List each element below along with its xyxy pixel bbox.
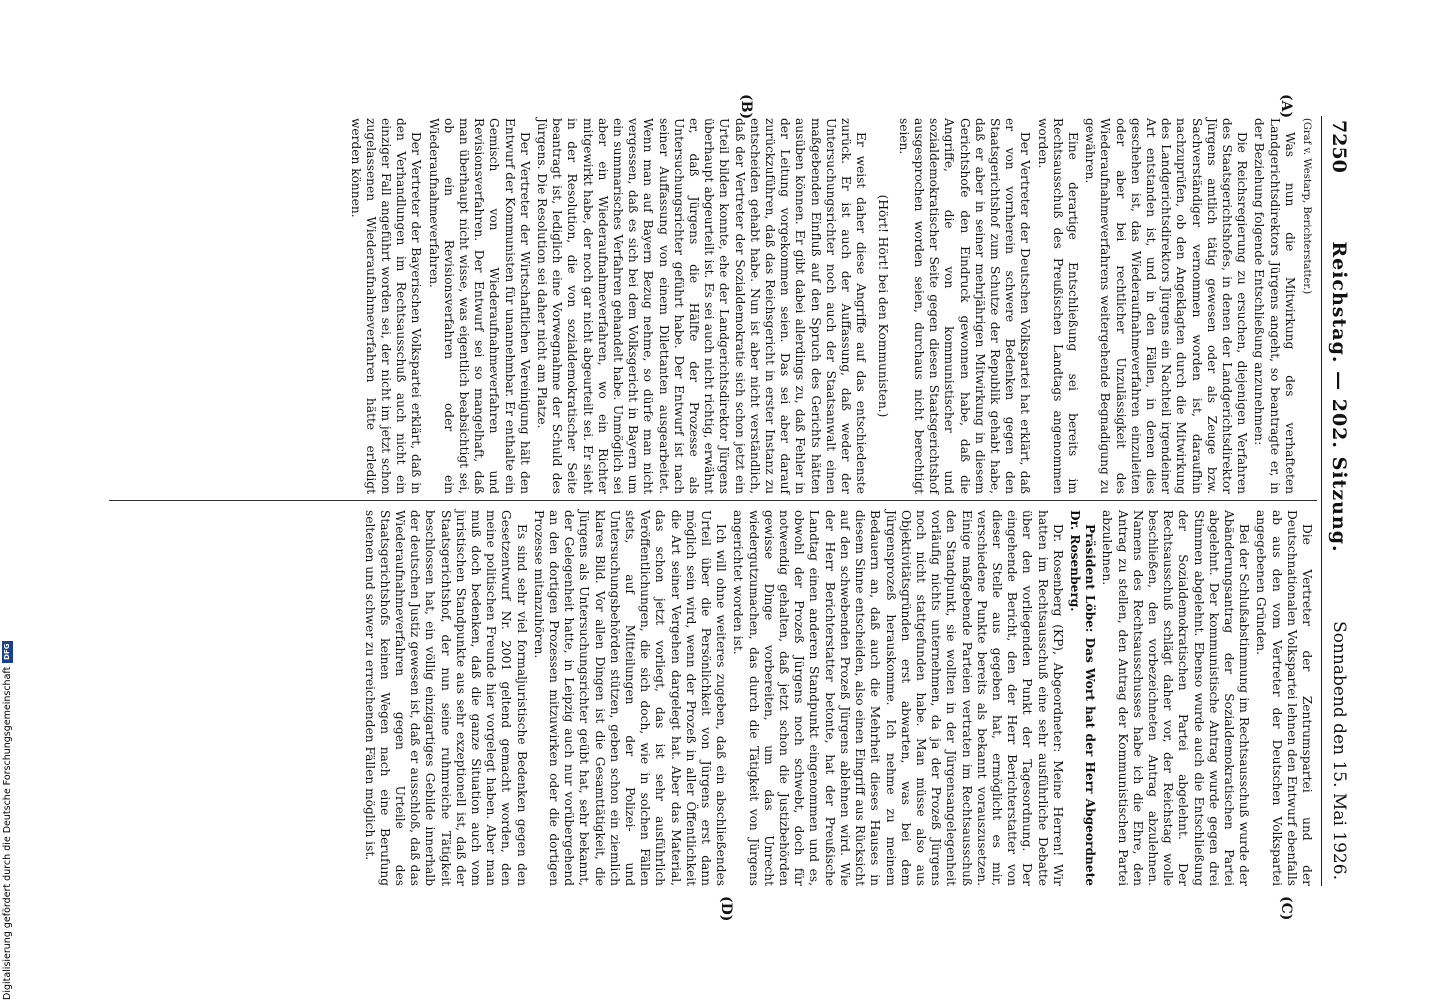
header-title: Reichstag. — 202. Sitzung. xyxy=(1328,241,1350,553)
column-divider xyxy=(109,500,1317,501)
digitization-credit xyxy=(2,0,13,1000)
paragraph: Ich will ohne weiteres zugeben, daß ein abschließendes Urteil über die Persönlichkeit von Jürgens erst dann möglich sein wird, wenn der Prozeß in aller Öffentlichkeit die Art seiner Vergehen dargelegt hat. Aber das Material, das schon jetzt vorliegt, das ist sehr ausführlich Veröffentlichungen, die sich doch, wie in solchen Fällen stets, auf Mitteilungen der Polizei- und Untersuchungsbehörden stützen, geben schon ein ziemlich klares Bild. Vor allen Dingen ist die Gesamttätigkeit, die Jürgens als Untersuchungsrichter geübt hat, sehr bekannt, der Gelegenheit hatte, in Leipzig auch nur vorübergehend an den dortigen Prozessen mitzuwirken oder die dortigen Prozesse mitanzuhören. xyxy=(531,510,729,886)
right-column xyxy=(359,510,1314,886)
paragraph: Eine derartige Entschließung sei bereits im Rechtsausschuß des Preußischen Landtags angenommen worden. xyxy=(1035,118,1080,494)
paragraph: Dr. Rosenberg (KP), Abgeordneter: Meine Herren! Wir hatten im Rechtsausschuß eine sehr ausführliche Debatte über den vorliegenden Punkt der Tagesordnung. Der eingehende Bericht, den der Herr Berichterstatter von dieser Stelle aus gegeben hat, ermöglicht es mir, verschiedene Punkte bereits als bekannt vorauszusetzen. Einige maßgebende Parteien vertraten im Rechtsausschuß den Standpunkt, sie wollten in der Jürgensangelegenheit vorläufig nichts unternehmen, da ja der Prozeß Jürgens noch nicht stattgefunden habe. Man müsse also aus Objektivitätsgründen erst abwarten, was bei dem Jürgensprozeß herauskomme. Ich nehme zu meinem Bedauern an, daß auch die Mehrheit dieses Hauses in diesem Sinne entscheiden, also einen Eingriff aus Rücksicht auf den schwebenden Prozeß Jürgens ablehnen wird. Wie der Herr Berichterstatter betonte, hat der Preußische Landtag einen anderen Standpunkt eingenommen und es, obwohl der Prozeß Jürgens noch schwebt, doch für notwendig gehalten, daß jetzt schon die Justizbehörden gewisse Dinge vorbereiten, um das Unrecht wiedergutzumachen, das durch die Tätigkeit von Jürgens angerichtet worden ist. xyxy=(731,510,1065,886)
left-column xyxy=(345,118,1314,494)
credit-text: Digitalisierung gefördert durch die Deutsche Forschungsgemeinschaft xyxy=(2,666,13,1000)
paragraph: Es sind sehr viel formaljuristische Bedenken gegen den Gesetzentwurf Nr. 2001 geltend gemacht worden, den meine politischen Freunde hier vorgelegt haben. Aber man muß doch bedenken, daß die ganze Situation auch vom juristischen Standpunkte aus sehr exzeptionell ist, daß der Staatsgerichtshof, der nun seine ruhmreiche Tätigkeit beschlossen hat, ein völlig einzigartiges Gebilde innerhalb der deutschen Justiz gewesen ist, daß er ausschloß, daß das Wiederaufnahmeverfahren gegen Urteile des Staatsgerichtshofs keinen Wegen nach eine Berufung seltenen und schwer zu erreichenden Fällen möglich ist. xyxy=(362,510,529,886)
header-date: Sonnabend den 15. Mai 1926. xyxy=(1329,621,1349,880)
header-rule xyxy=(1321,116,1322,886)
margin-mark-a: (A) xyxy=(1278,94,1294,119)
paragraph: Der Vertreter der Deutschen Volkspartei hat erklärt, daß er von vornherein schwere Bedenken gegen den Staatsgerichtshof zum Schutze der Republik gehabt habe, daß er aber in seiner mehrjährigen Mitwirkung in diesem Gerichtshofe den Eindruck gewonnen habe, daß die Angriffe, die von kommunistischer und sozialdemokratischer Seite gegen diesen Staatsgerichtshof ausgesprochen worden seien, durchaus nicht berechtigt seien. xyxy=(896,118,1033,494)
paragraph: Er weist daher diese Angriffe auf das entschiedenste zurück. Er ist auch der Auffassung, daß weder der Untersuchungsrichter noch auch der Staatsanwalt einen maßgebenden Einfluß auf den Spruch des Gerichts hätten ausüben können. Er gibt dabei allerdings zu, daß Fehler in der Leitung vorgekommen seien. Das sei aber darauf zurückzuführen, daß das Reichsgericht in erster Instanz zu entscheiden gehabt habe. Nun ist aber nicht verständlich, daß der Vertreter der Sozialdemokratie sich schon jetzt ein Urteil bilden konnte, ehe der Landgerichtsdirektor Jürgens überhaupt abgeurteilt ist. Es sei auch nicht richtig, erwähnt er, daß Jürgens die Hälfte der Prozesse als Untersuchungsrichter geführt habe. Der Entwurf ist nach seiner Auffassung von einem Dilettanten ausgearbeitet. Wenn man auf Bayern Bezug nehme, so dürfe man nicht vergessen, daß es sich bei dem Volksgericht in Bayern um ein summarisches Verfahren gehandelt habe. Unmöglich sei aber ein Wiederaufnahmeverfahren, wo ein Richter mitgewirkt habe, der noch gar nicht abgeurteilt sei. Er sieht in der Resolution, die von sozialdemokratischer Seite beantragt ist, lediglich eine Vorwegnahme der Schuld des Jürgens. Die Resolution sei daher nicht am Platze. xyxy=(535,118,869,494)
paragraph: Der Vertreter der Bayerischen Volkspartei erklärt, daß in den Verhandlungen im Rechtsausschuß auch nicht ein einziger Fall angeführt worden sei, der nicht im jetzt schon zugelassenen Wiederaufnahmeverfahren hätte erledigt werden können. xyxy=(348,118,424,494)
paragraph: Bei der Schlußabstimmung im Rechtsausschuß wurde der Abänderungsantrag der Sozialdemokratischen Partei abgelehnt. Der kommunistische Antrag wurde gegen drei Stimmen abgelehnt. Ebenso wurde auch die Entschließung der Sozialdemokratischen Partei abgelehnt. Der Rechtsausschuß schlägt daher vor, der Reichstag wolle beschließen, den vorbezeichneten Antrag abzulehnen. Namens des Rechtsausschusses habe ich die Ehre, den Antrag zu stellen, den Antrag der Kommunistischen Partei abzulehnen. xyxy=(1100,510,1252,886)
margin-mark-c: (C) xyxy=(1278,896,1294,921)
interjection: (Hört! Hört! bei den Kommunisten.) xyxy=(875,194,890,418)
speaker-tag: (Graf v. Westarp, Berichterstatter.) xyxy=(1301,118,1312,295)
dfg-logo-icon: DFG xyxy=(2,641,13,663)
paragraph: Die Vertreter der Zentrumspartei und der Deutschnationalen Volkspartei lehnen den Entwurf ebenfalls ab aus den vom Vertreter der Deutschen Volkspartei angegebenen Gründen. xyxy=(1254,510,1314,886)
paragraph: Was nun die Mitwirkung des verhafteten Landgerichtsdirektors Jürgens angeht, so beantragte er, in der Beziehung folgende Entschließung anzunehmen: xyxy=(1252,118,1297,494)
paragraph: Der Vertreter der Wirtschaftlichen Vereinigung hält den Entwurf der Kommunisten für unannehmbar. Er enthalte ein Gemisch von Wiederaufnahmeverfahren und Revisionsverfahren. Der Entwurf sei so mangelhaft, daß man überhaupt nicht wisse, was eigentlich beabsichtigt sei, ob ein Revisionsverfahren oder ein Wiederaufnahmeverfahren. xyxy=(426,118,532,494)
margin-mark-b: (B) xyxy=(738,94,754,120)
president-remark: Präsident Löbe: Das Wort hat der Herr Abgeordnete Dr. Rosenberg. xyxy=(1067,510,1098,886)
paragraph: Die Reichsregierung zu ersuchen, diejenigen Verfahren des Staatsgerichtshofes, in denen der Landgerichtsdirektor Jürgens amtlich tätig gewesen oder als Zeuge bzw. Sachverständiger vernommen worden ist, daraufhin nachzuprüfen, ob den Angeklagten durch die Mitwirkung des Landgerichtsdirektors Jürgens ein Nachteil irgendeiner Art entstanden ist, und in den Fällen, in denen dies geschehen ist, das Wiederaufnahmeverfahren einzuleiten oder aber bei rechtlicher Unzulässigkeit des Wiederaufnahmeverfahrens weitergehende Begnadigung zu gewähren. xyxy=(1083,118,1250,494)
page-header xyxy=(1322,120,1356,880)
page-number: 7250 xyxy=(1328,120,1350,173)
margin-mark-d: (D) xyxy=(718,896,734,922)
